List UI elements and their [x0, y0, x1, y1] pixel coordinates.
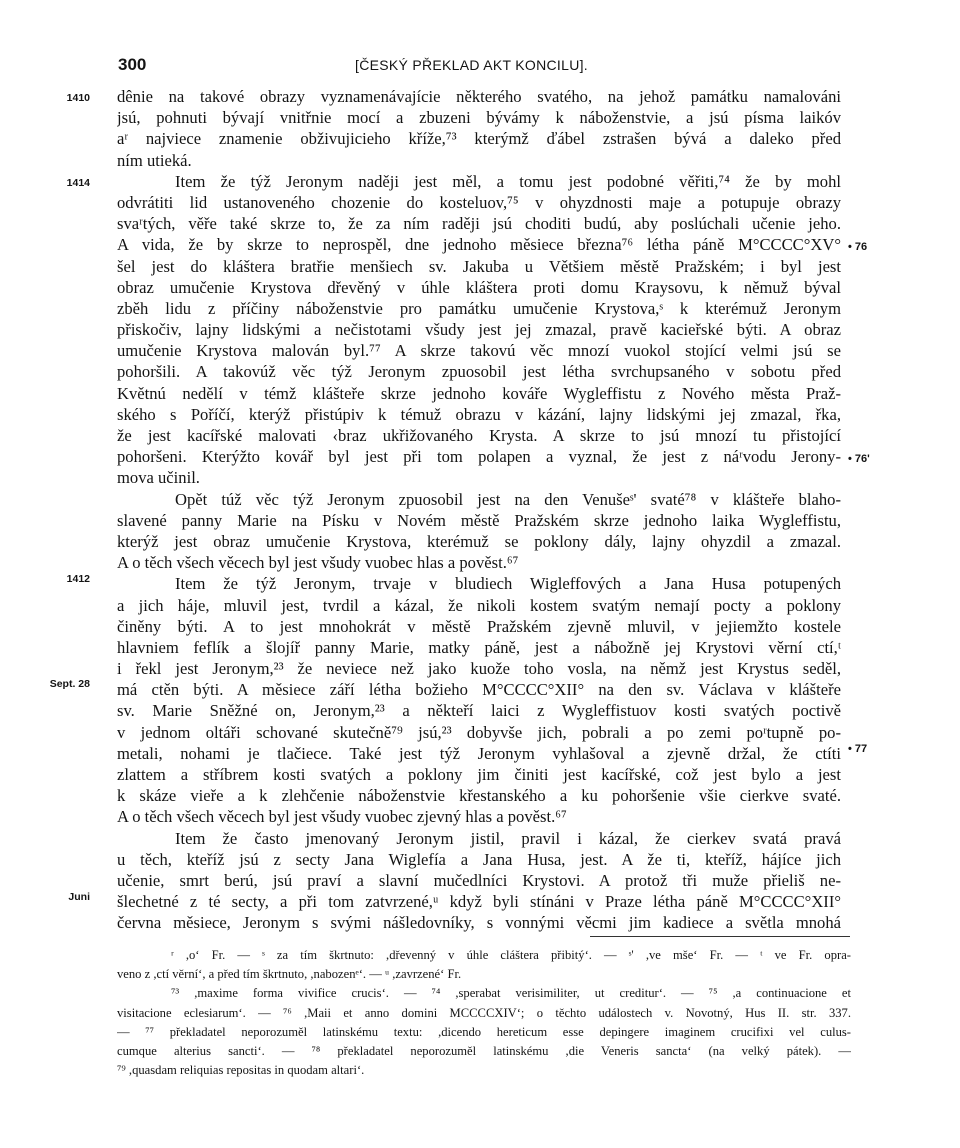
- text-line: června měsiece, Jeronym s svými nášledovníky, s vonnými věcmi jim kadiece a světla mnohá: [117, 913, 841, 933]
- text-line: a jich háje, mluvil jest, tvrdil a kázal, že nikoli kostem svatým nemají pocty a poklony: [117, 595, 841, 615]
- text-line: svaʳtých, věře také skrze to, že za ním raději jsú choditi budú, aby poslúchali učenie jeho.: [117, 214, 841, 234]
- text-line: Opět túž věc týž Jeronym zpuosobil jest na den Venušeˢ' svaté⁷⁸ v klášteře blaho-: [175, 489, 841, 509]
- margin-note-date: Sept. 28: [49, 678, 90, 690]
- text-line: ním utieká.: [117, 150, 192, 170]
- text-line: A o těch všech věcech byl jest všudy vuobec hlas a pověst.⁶⁷: [117, 553, 519, 573]
- margin-folio-marker: • 76': [848, 453, 870, 465]
- text-line: přiskočiv, lajny lidskými a nečistotami všudy jest jej zmazal, pravě kacieřské býti. A obraz: [117, 320, 841, 340]
- text-line: aʳ najviece znamenie obživujicieho kříže,⁷³ kterýmž ďábel zstrašen bývá a daleko před: [117, 129, 841, 149]
- text-line: Květnú nedělí v témž klášteře skrze jednoho kováře Wygleffistu z Nového města Praž-: [117, 383, 841, 403]
- footnote-line: — ⁷⁷ překladatel neporozuměl latinskému textu: ,dicendo hereticum esse depingere imaginem crucifixi vel culus-: [117, 1024, 851, 1039]
- running-header: [0, 55, 960, 81]
- text-line: u těch, kteříž jsú z secty Jana Wiglefía a Jana Husa, jest. A že ti, kteříž, hájíce jich: [117, 849, 841, 869]
- footnote-line: ⁷⁹ ,quasdam reliquias repositas in quodam altari‘.: [117, 1063, 365, 1078]
- text-line: obraz umučenie Krystova dřevěný v úhle kláštera proti domu Kraysovu, k němuž býval: [117, 277, 841, 297]
- text-line: dênie na takové obrazy vyznamenávajície některého svatého, na jehož památku namalováni: [117, 87, 841, 106]
- footnote-line: ⁷³ ,maxime forma vivifice crucis‘. — ⁷⁴ ,sperabat verisimiliter, ut creditur‘. — ⁷⁵ ,a continuacione et: [171, 986, 851, 1001]
- text-line: metali, nohami je tlačiece. Také jest týž Jeronym vyhlašoval a zjevně držal, že ctíti: [117, 743, 841, 763]
- main-text: [117, 86, 841, 934]
- text-line: jsú, pohnuti bývají vnitřnie mocí a zbuzeni bývámy k náboženstvie, a jsú písma laikóv: [117, 108, 841, 128]
- text-line: že jest kacířské malovati ‹braz ukřižovaného Krysta. A skrze to jsú mnozí tu přistojící: [117, 426, 841, 445]
- text-line: pohoršeni. Kterýžto kovář byl jest při tom polapen a vyznal, že jest z náʳvodu Jerony-: [117, 447, 841, 467]
- text-line: ského s Poříčí, kterýž přistúpiv k témuž obrazu v kázání, lajny lidskými jej zmazal, řka,: [117, 404, 841, 424]
- text-line: šlechetné z té secty, a při tom zatvrzené,ᵘ když byli stínáni v Praze létha páně M°CCCC°XII°: [117, 892, 841, 912]
- text-line: učenie, smrt berú, jsú praví a slavní mučedlníci Krystovi. A protož tři muže přieliš ne-: [117, 870, 841, 890]
- text-line: hlavniem feflík a šlojíř panny Marie, matky páně, jest a nábožně jej Krystovi věrní ctí,ᵗ: [117, 637, 841, 657]
- footnote-line: ʳ ,o‘ Fr. — ˢ za tím škrtnuto: ,dřevenný v úhle cláštera přibitý‘. — ˢ' ,ve mše‘ Fr. — ᵗ ve Fr. opra-: [171, 948, 851, 962]
- footnote-line: cumque alterius sancti‘. — ⁷⁸ překladatel neporozuměl latinskému ,die Veneris sancta‘ (na velký pátek). —: [117, 1043, 851, 1058]
- footnote-line: veno z ,ctí věrní‘, a před tím škrtnuto, ,nabozenᵉ‘. — ᵘ ,zavrzené‘ Fr.: [117, 967, 462, 982]
- text-line: i řekl jest Jeronym,²³ že neviece než jako kuože toho vosla, na němž jest Krystus seděl,: [117, 659, 841, 679]
- text-line: mova učinil.: [117, 468, 200, 488]
- text-line: činěny býti. A to jest mnohokrát v městě Pražském zjevně mluvil, v jejiemžto kostele: [117, 616, 841, 636]
- text-line: slavené panny Marie na Písku v Novém městě Pražském skrze jednoho laika Wygleffistu,: [117, 510, 841, 530]
- page-number: 300: [118, 55, 147, 74]
- text-line: odvrátiti lid ustanoveného chozenie do kosteluov,⁷⁵ v ohyzdnosti maje a potupuje obrazy: [117, 192, 841, 212]
- text-line: A vida, že by skrze to neprospěl, dne jednoho měsiece března⁷⁶ létha páně M°CCCC°XV°: [117, 235, 841, 255]
- text-line: šel jest do kláštera bratřie menšiech sv. Jakuba u Většiem městě Pražském; i byl jest: [117, 256, 841, 276]
- margin-note-year: 1414: [66, 177, 90, 189]
- text-line: Item že týž Jeronym naději jest měl, a tomu jest podobné věřiti,⁷⁴ že by mohl: [175, 171, 841, 191]
- text-line: zlattem a stříbrem kosti svatých a poklony jim činiti jest kacířské, což jest bylo a jest: [117, 765, 841, 784]
- text-line: zběh lidu z příčiny náboženstvie pro památku umučenie Krystova,ˢ k kterémuž Jeronym: [117, 298, 841, 318]
- text-line: sv. Marie Sněžné on, Jeronym,²³ a někteří laici z Wygleffistuov kosti svatých poctivě: [117, 701, 841, 721]
- text-line: A o těch všech věcech byl jest všudy vuobec zjevný hlas a pověst.⁶⁷: [117, 807, 567, 827]
- text-line: pohoršili. A takovúž věc týž Jeronym zpuosobil jest létha svrchupsaného v sobotu před: [117, 362, 841, 382]
- footnote-line: visitacione eclesiarum‘. — ⁷⁶ ,Maii et anno domini MCCCCXIV‘; o těchto událostech v. Novotný, Hus II. str. 337.: [117, 1005, 851, 1020]
- margin-folio-marker: • 76: [848, 241, 868, 253]
- text-line: Item že často jmenovaný Jeronym jistil, pravil i kázal, že cierkev svatá pravá: [175, 828, 841, 848]
- text-line: Item že týž Jeronym, trvaje v bludiech Wigleffových a Jana Husa potupených: [175, 574, 841, 594]
- margin-note-date: Juni: [68, 891, 90, 903]
- text-line: má ctěn býti. A měsiece září létha božieho M°CCCC°XII° na den sv. Václava v klášteře: [117, 680, 841, 700]
- text-line: v jednom oltáři schované skutečně⁷⁹ jsú,²³ dobyvše jich, pobrali a po zemi poʳtupně po-: [117, 722, 841, 742]
- margin-note-year: 1410: [66, 92, 90, 104]
- running-title: [ČESKÝ PŘEKLAD AKT KONCILU].: [355, 57, 588, 73]
- footnote-divider: [590, 936, 850, 937]
- margin-folio-marker: • 77: [848, 743, 868, 755]
- footnotes: [117, 946, 851, 1080]
- text-line: kterýž jest obraz umučenie Krystova, kterémuž se poklony dály, lajny ohyzdil a zmazal.: [117, 531, 841, 551]
- text-line: umučenie Krystova malován byl.⁷⁷ A skrze takovú věc mnozí vuokol stojící velmi jsú se: [117, 341, 841, 361]
- text-line: k skáze vieře a k zlehčenie náboženstvie křestanského a ku pohoršenie všie cierkve svaté.: [117, 786, 841, 806]
- margin-note-year: 1412: [66, 573, 90, 585]
